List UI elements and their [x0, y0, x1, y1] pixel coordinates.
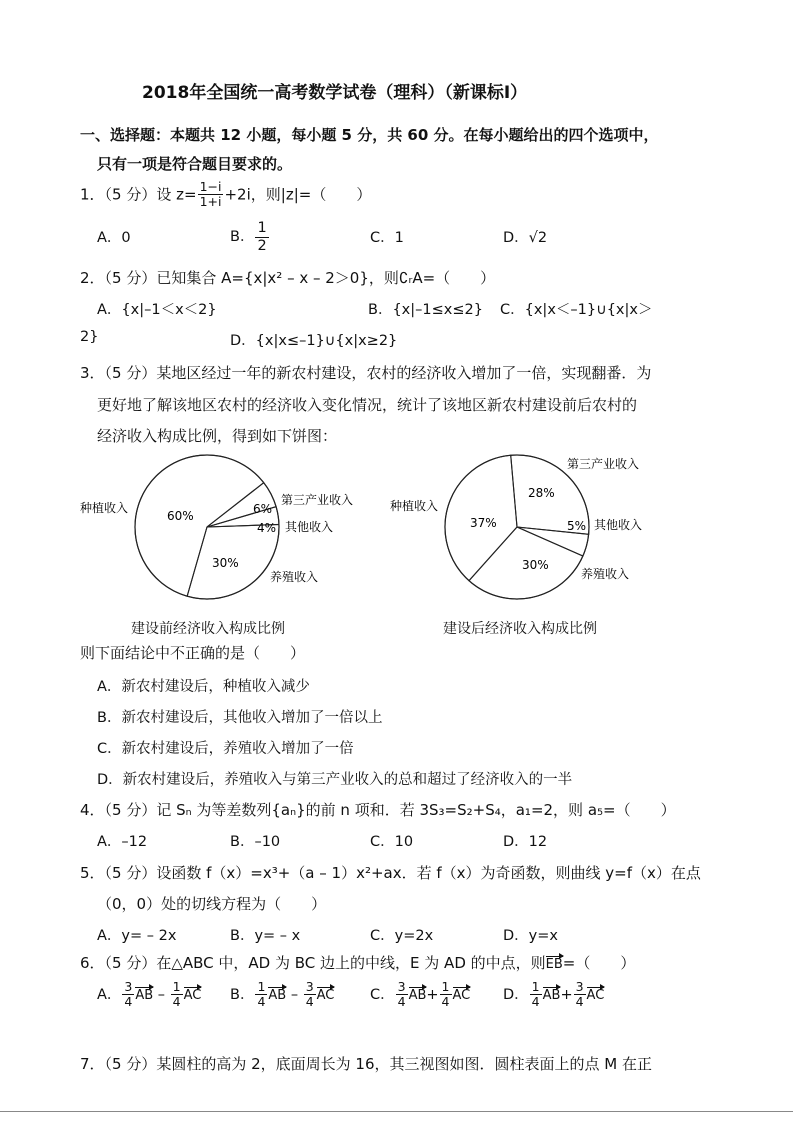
question-3-prompt: 则下面结论中不正确的是（ ） [80, 644, 306, 662]
q4-option-a[interactable]: A．–12 [97, 834, 148, 850]
question-5-line2: （0，0）处的切线方程为（ ） [97, 895, 327, 913]
q2-option-c[interactable]: C．{x|x＜–1}∪{x|x＞ [500, 302, 653, 318]
q2-option-d[interactable]: D．{x|x≤–1}∪{x|x≥2} [230, 333, 398, 349]
pie-label: 种植收入 [390, 499, 439, 513]
pie-value-label: 60% [167, 509, 194, 523]
question-6: 6．（5 分）在△ABC 中，AD 为 BC 边上的中线，E 为 AD 的中点，则EB=（ ） [80, 954, 636, 972]
q4-option-b[interactable]: B．–10 [230, 834, 281, 850]
fraction: $\frac{1-i}{1+i}$ [199, 179, 222, 210]
question-2: 2．（5 分）已知集合 A={x|x² – x – 2＞0}，则∁ᵣA=（ ） [80, 269, 496, 287]
pie-label: 第三产业收入 [567, 457, 640, 471]
pie-label: 第三产业收入 [281, 493, 354, 507]
pie-value-label: 37% [470, 516, 497, 530]
q5-option-d[interactable]: D．y=x [503, 928, 558, 944]
question-7: 7．（5 分）某圆柱的高为 2，底面周长为 16，其三视图如图．圆柱表面上的点 M 在正 [80, 1055, 653, 1073]
q6-option-d[interactable]: D． $\frac{1}{4}$ AB+ $\frac{3}{4}$ AC [503, 979, 605, 1010]
q3-option-c[interactable]: C．新农村建设后，养殖收入增加了一倍 [97, 741, 354, 757]
pie-label: 其他收入 [594, 518, 643, 532]
vector-eb: EB [545, 957, 563, 972]
chart-caption-before: 建设前经济收入构成比例 [131, 621, 285, 637]
q5-option-b[interactable]: B．y= – x [230, 928, 301, 944]
pie-value-label: 30% [212, 556, 239, 570]
q1-option-c[interactable]: C．1 [370, 230, 404, 246]
sqrt-value: √2 [528, 230, 548, 246]
pie-value-label: 6% [253, 502, 273, 516]
pie-value-label: 4% [257, 521, 277, 535]
q6-option-c[interactable]: C． $\frac{3}{4}$ AB+ $\frac{1}{4}$ AC [370, 979, 471, 1010]
q5-option-c[interactable]: C．y=2x [370, 928, 434, 944]
q4-option-c[interactable]: C．10 [370, 834, 414, 850]
section-heading-line2: 只有一项是符合题目要求的。 [97, 155, 293, 173]
pie-value-label: 5% [567, 519, 587, 533]
q1-option-d[interactable]: D．√2 [503, 230, 548, 246]
q1-option-b[interactable]: B． $\frac{1}{2}$ [230, 220, 267, 254]
pie-label: 养殖收入 [581, 567, 630, 581]
q2-option-a[interactable]: A．{x|–1＜x＜2} [97, 302, 217, 318]
q3-option-b[interactable]: B．新农村建设后，其他收入增加了一倍以上 [97, 710, 383, 726]
pie-value-label: 28% [528, 486, 555, 500]
pie-charts [0, 450, 793, 645]
pie-value-label: 30% [522, 558, 549, 572]
chart-caption-after: 建设后经济收入构成比例 [443, 621, 597, 637]
pie-label: 其他收入 [285, 520, 334, 534]
pie-label: 养殖收入 [270, 570, 319, 584]
q6-option-a[interactable]: A． $\frac{3}{4}$ AB – $\frac{1}{4}$ AC [97, 979, 202, 1010]
section-heading: 一、选择题：本题共 12 小题，每小题 5 分，共 60 分。在每小题给出的四个选项中， [80, 126, 659, 144]
q3-option-d[interactable]: D．新农村建设后，养殖收入与第三产业收入的总和超过了经济收入的一半 [97, 772, 573, 788]
pie-chart-before [80, 455, 353, 599]
fraction: $\frac{1}{2}$ [257, 220, 267, 254]
question-3: 3．（5 分）某地区经过一年的新农村建设，农村的经济收入增加了一倍，实现翻番．为 [80, 364, 652, 382]
q6-option-b[interactable]: B． $\frac{1}{4}$ AB – $\frac{3}{4}$ AC [230, 979, 335, 1010]
question-3-line2: 更好地了解该地区农村的经济收入变化情况，统计了该地区新农村建设前后农村的 [97, 396, 638, 414]
q1-option-a[interactable]: A．0 [97, 230, 131, 246]
question-4: 4．（5 分）记 Sₙ 为等差数列{aₙ}的前 n 项和．若 3S₃=S₂+S₄，a₁=2，则 a₅=（ ） [80, 801, 676, 819]
question-5: 5．（5 分）设函数 f（x）=x³+（a – 1）x²+ax．若 f（x）为奇函数，则曲线 y=f（x）在点 [80, 864, 701, 882]
pie-chart-after [390, 455, 642, 599]
q3-option-a[interactable]: A．新农村建设后，种植收入减少 [97, 679, 310, 695]
page-title: 2018年全国统一高考数学试卷（理科）（新课标Ⅰ） [142, 83, 528, 103]
page-bottom-rule [0, 1111, 793, 1112]
q2-option-c-cont: 2} [80, 329, 99, 345]
pie-label: 种植收入 [80, 501, 129, 515]
q4-option-d[interactable]: D．12 [503, 834, 548, 850]
q2-option-b[interactable]: B．{x|–1≤x≤2} [368, 302, 483, 318]
question-1: 1．（5 分）设 z= $\frac{1-i}{1+i}$ +2i，则|z|=（ ） [80, 179, 372, 210]
q5-option-a[interactable]: A．y= – 2x [97, 928, 177, 944]
question-3-line3: 经济收入构成比例，得到如下饼图： [97, 427, 338, 445]
